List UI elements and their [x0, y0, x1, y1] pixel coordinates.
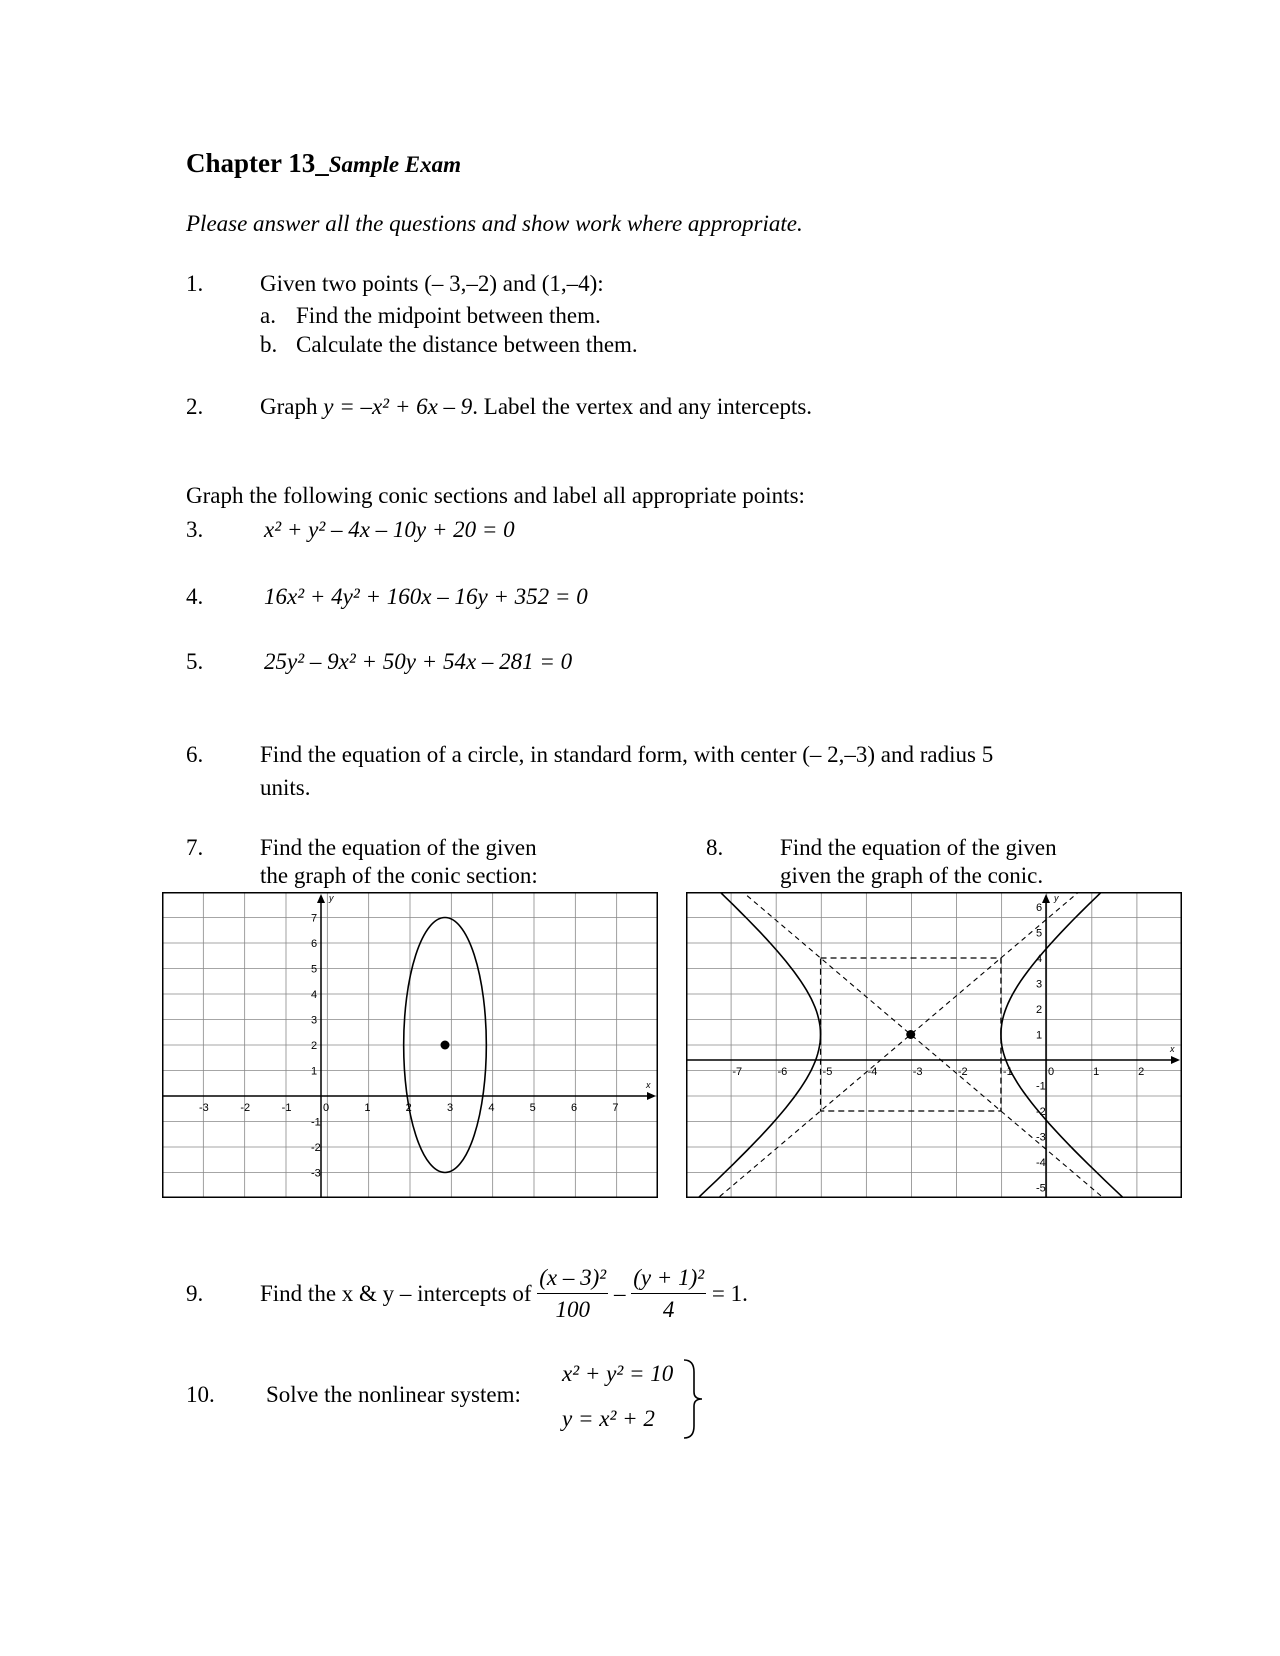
- x-tick-label: 6: [571, 1102, 578, 1114]
- y-tick-label: 6: [1036, 902, 1043, 914]
- x-tick-label: 3: [447, 1102, 454, 1114]
- q8-number: 8.: [706, 835, 724, 860]
- q10-equation-2: y = x² + 2: [562, 1406, 655, 1431]
- y-axis-label: y: [329, 893, 334, 903]
- q9-numerator-2: (y + 1)²: [631, 1264, 706, 1294]
- q9-minus: –: [613, 1281, 626, 1306]
- y-tick-label: -3: [1036, 1131, 1046, 1144]
- q4-equation: 16x² + 4y² + 160x – 16y + 352 = 0: [264, 584, 588, 609]
- q3-number: 3.: [186, 517, 204, 542]
- x-tick-label: -2: [957, 1066, 968, 1078]
- x-tick-label: -1: [281, 1102, 292, 1114]
- q5-equation: 25y² – 9x² + 50y + 54x – 281 = 0: [264, 649, 573, 674]
- q9-fraction-2: [631, 1264, 706, 1324]
- x-axis-arrow-icon: [647, 1092, 656, 1100]
- q1-b-label: b.: [260, 332, 278, 357]
- q9-number: 9.: [186, 1281, 204, 1306]
- q2-equation: y = –x² + 6x – 9: [323, 394, 473, 419]
- q8-line1: Find the equation of the given: [780, 835, 1057, 860]
- x-tick-label: 7: [612, 1102, 619, 1114]
- y-tick-label: -1: [1036, 1080, 1046, 1093]
- graph-q8-hyperbola: [686, 892, 1182, 1198]
- y-tick-label: 5: [1036, 927, 1043, 940]
- hyperbola-center-point: [906, 1030, 915, 1039]
- q5-number: 5.: [186, 649, 204, 674]
- x-axis-arrow-icon: [1171, 1056, 1180, 1064]
- x-tick-label: 0: [1048, 1066, 1055, 1078]
- x-tick-label: 1: [1093, 1066, 1100, 1078]
- q3-equation: x² + y² – 4x – 10y + 20 = 0: [264, 517, 515, 542]
- y-tick-label: 1: [311, 1065, 318, 1078]
- q1-a-text: Find the midpoint between them.: [296, 303, 601, 328]
- y-tick-label: 4: [311, 989, 318, 1001]
- title-main: Chapter 13_: [186, 148, 329, 178]
- x-tick-label: 0: [323, 1102, 330, 1114]
- instructions: Please answer all the questions and show work where appropriate.: [186, 211, 803, 236]
- q4-number: 4.: [186, 584, 204, 609]
- y-tick-label: -2: [311, 1142, 321, 1154]
- q8-line2: given the graph of the conic.: [780, 863, 1044, 888]
- title-sub: Sample Exam: [328, 152, 462, 177]
- y-tick-label: -2: [1036, 1106, 1046, 1118]
- q9-fraction-1: [537, 1264, 608, 1324]
- conics-heading: Graph the following conic sections and label all appropriate points:: [186, 483, 805, 508]
- y-tick-label: 3: [311, 1014, 318, 1027]
- q2-prefix: Graph: [260, 394, 318, 419]
- q10-text: Solve the nonlinear system:: [266, 1382, 521, 1407]
- x-tick-label: 2: [1138, 1066, 1145, 1078]
- x-tick-label: -5: [822, 1066, 833, 1078]
- q7-line1: Find the equation of the given: [260, 835, 537, 860]
- ellipse-center-point: [441, 1041, 450, 1050]
- y-axis-arrow-icon: [1042, 894, 1050, 903]
- y-tick-label: 4: [1036, 953, 1043, 965]
- q7-number: 7.: [186, 835, 204, 860]
- q9-denominator-2: 4: [662, 1297, 675, 1322]
- q9-rhs: = 1.: [711, 1281, 748, 1306]
- y-tick-label: 7: [311, 912, 318, 925]
- y-tick-label: -3: [311, 1167, 321, 1180]
- q9-prefix: Find the x & y – intercepts of: [260, 1281, 532, 1306]
- q9-denominator-1: 100: [555, 1297, 590, 1322]
- x-tick-label: 5: [529, 1102, 536, 1114]
- q10-equation-1: x² + y² = 10: [562, 1361, 674, 1386]
- y-tick-label: -1: [311, 1116, 321, 1129]
- q10-brace-icon: [682, 1358, 704, 1440]
- x-tick-label: -1: [1002, 1066, 1013, 1078]
- q1-b-text: Calculate the distance between them.: [296, 332, 638, 357]
- q6-line2: units.: [260, 775, 311, 800]
- q1-number: 1.: [186, 271, 204, 296]
- q1-text: Given two points (– 3,–2) and (1,–4):: [260, 271, 604, 296]
- y-tick-label: 2: [311, 1040, 318, 1052]
- y-axis-label: y: [1054, 893, 1059, 903]
- x-tick-label: -6: [777, 1066, 788, 1078]
- q7-line2: the graph of the conic section:: [260, 863, 538, 888]
- y-tick-label: 6: [311, 938, 318, 950]
- q2-suffix: . Label the vertex and any intercepts.: [472, 394, 813, 419]
- q1-a-label: a.: [260, 303, 276, 328]
- y-tick-label: 2: [1036, 1004, 1043, 1016]
- x-axis-label: x: [1170, 1044, 1175, 1054]
- x-tick-label: 1: [364, 1102, 371, 1114]
- y-tick-label: 5: [311, 963, 318, 976]
- graph-q7-ellipse: [162, 892, 658, 1198]
- y-tick-label: 3: [1036, 978, 1043, 991]
- x-tick-label: -3: [199, 1102, 209, 1114]
- q2-number: 2.: [186, 394, 204, 419]
- y-axis-arrow-icon: [317, 894, 325, 903]
- x-tick-label: -7: [732, 1066, 743, 1078]
- q9-text: [260, 1254, 748, 1334]
- q9-numerator-1: (x – 3)²: [537, 1264, 608, 1294]
- x-tick-label: -2: [240, 1102, 251, 1114]
- y-tick-label: 1: [1036, 1029, 1043, 1042]
- y-tick-label: -5: [1036, 1182, 1046, 1195]
- page-title: [186, 148, 461, 179]
- x-axis-label: x: [646, 1080, 651, 1090]
- q10-number: 10.: [186, 1382, 215, 1407]
- q6-number: 6.: [186, 742, 204, 767]
- x-tick-label: 2: [405, 1102, 412, 1114]
- q6-line1: Find the equation of a circle, in standard form, with center (– 2,–3) and radius 5: [260, 742, 994, 767]
- q2-text: [260, 393, 812, 421]
- x-tick-label: -4: [867, 1066, 878, 1078]
- x-tick-label: 4: [488, 1102, 495, 1114]
- x-tick-label: -3: [912, 1066, 923, 1078]
- y-tick-label: -4: [1036, 1157, 1046, 1169]
